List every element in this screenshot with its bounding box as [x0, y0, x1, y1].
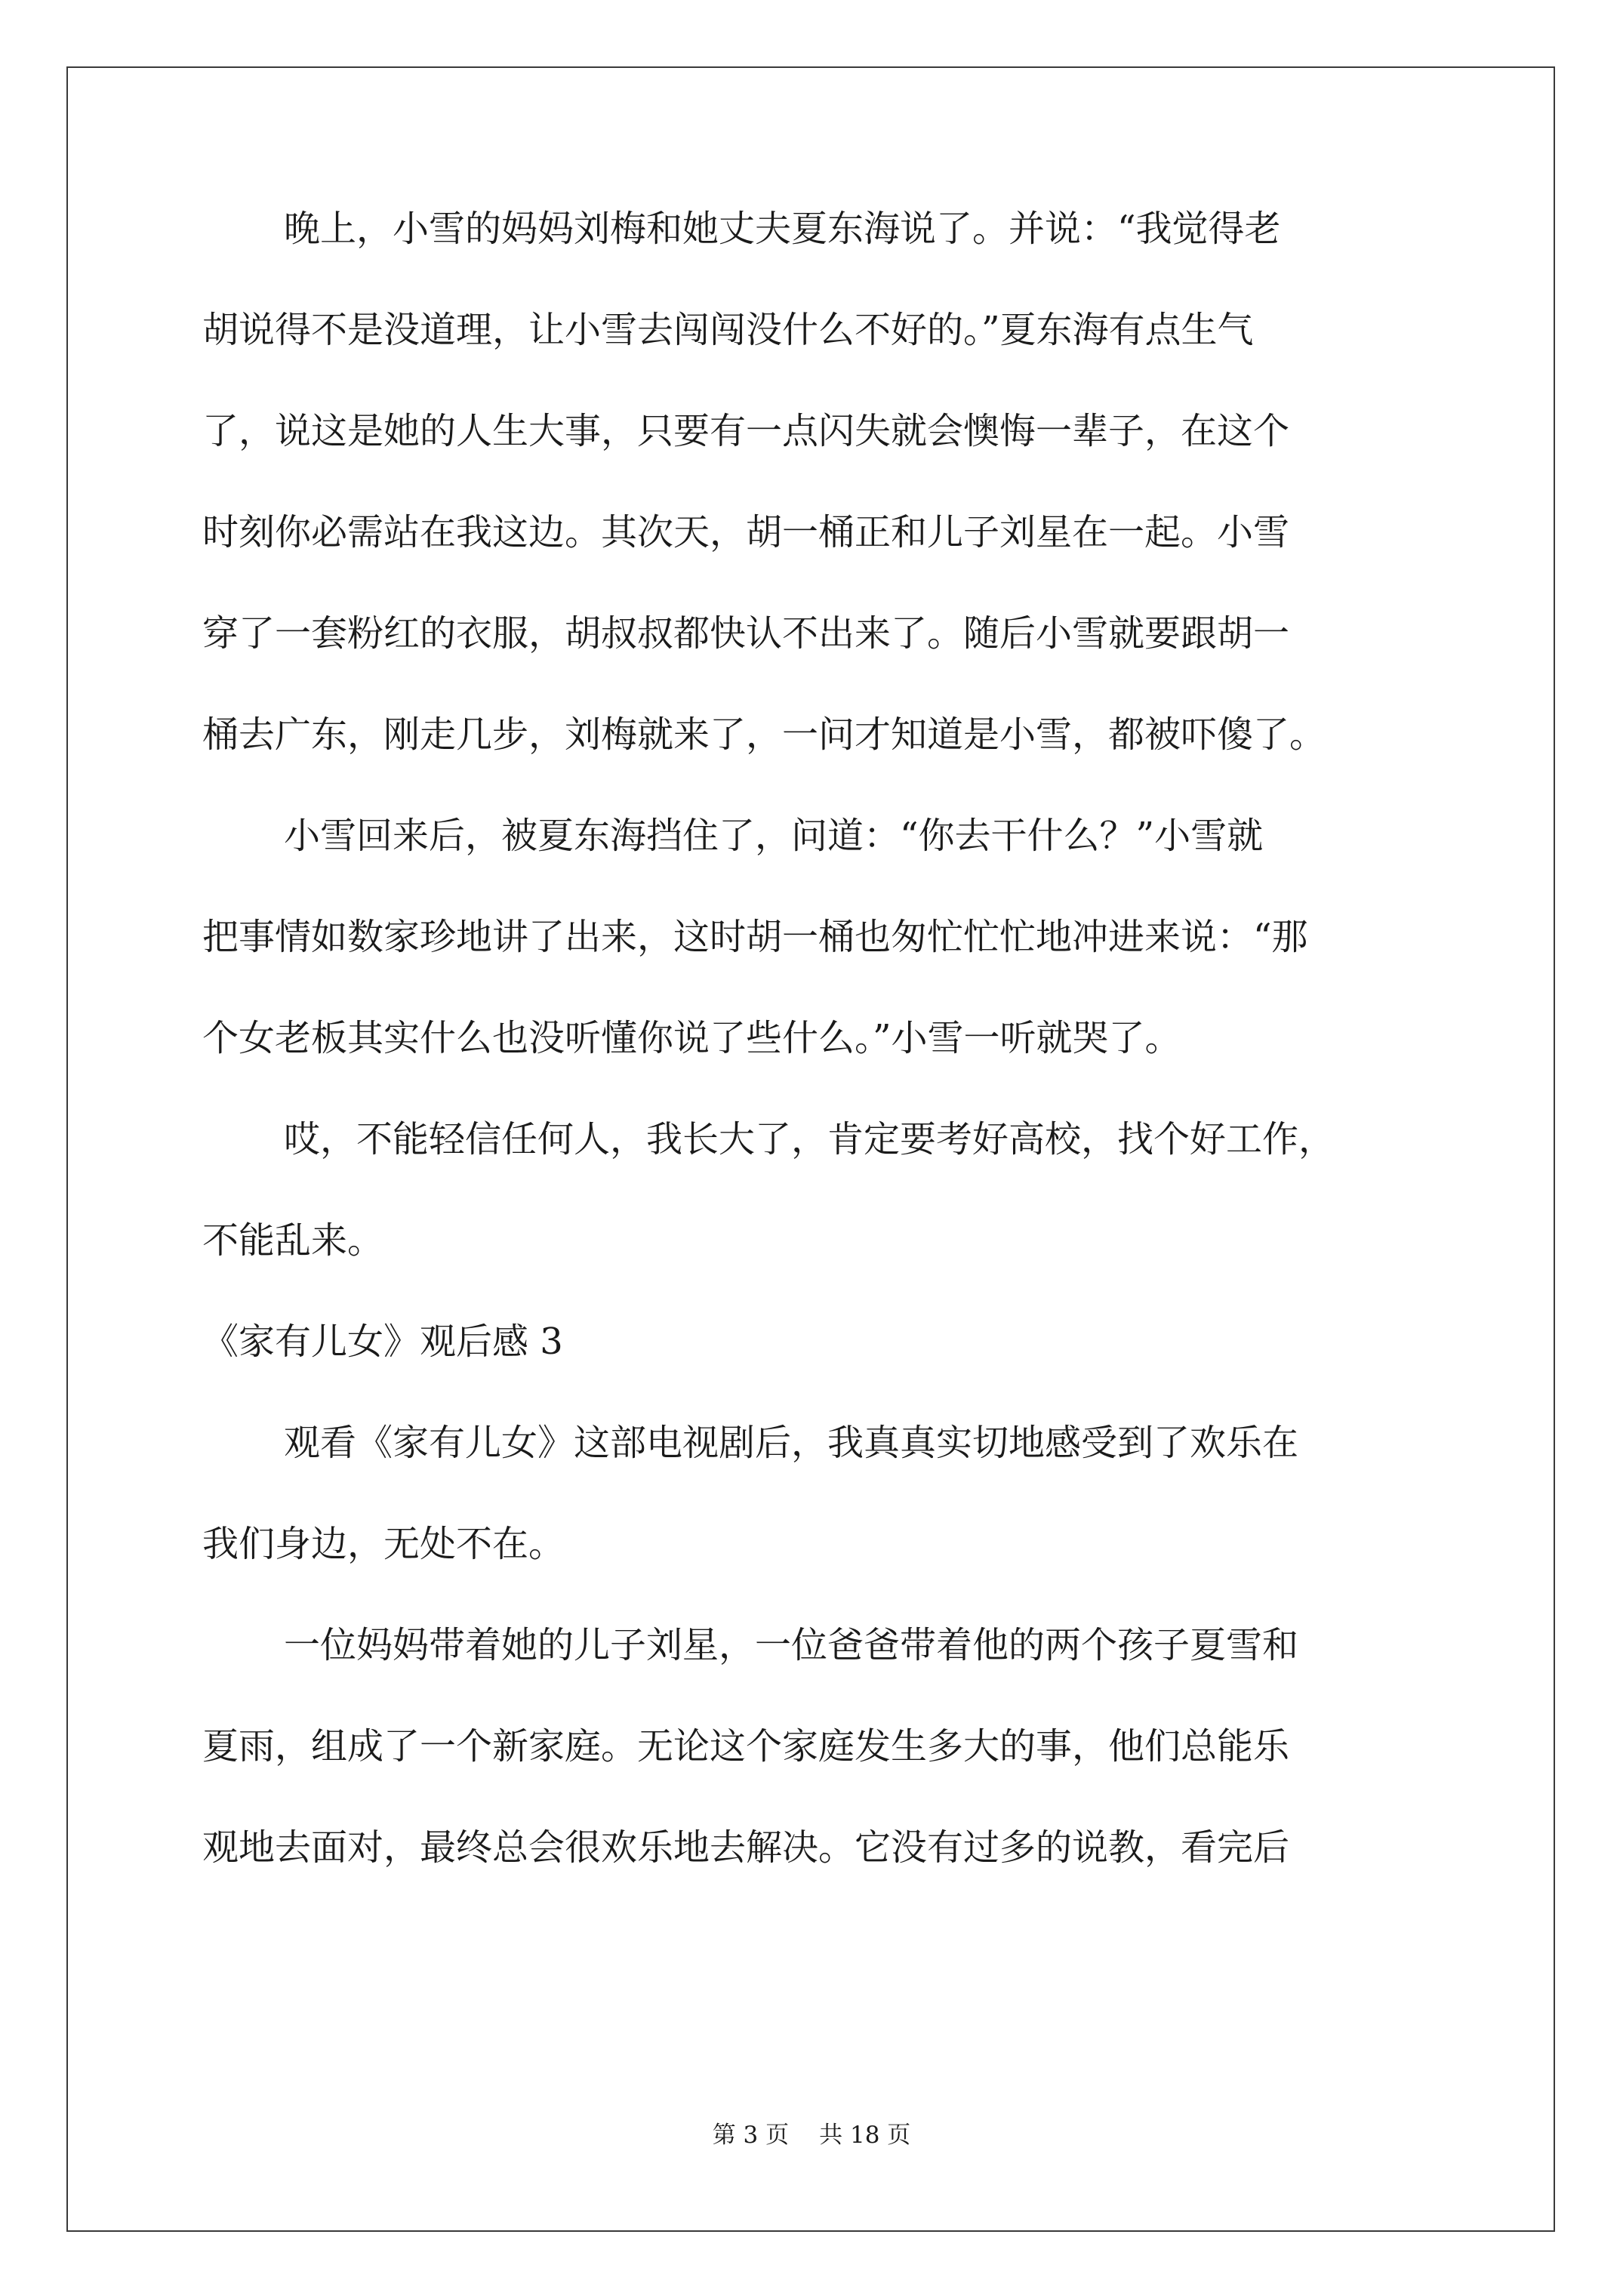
- text-line-16: 夏雨，组成了一个新家庭。无论这个家庭发生多大的事，他们总能乐: [202, 1725, 1290, 1767]
- text-line-6: 桶去广东，刚走几步，刘梅就来了，一问才知道是小雪，都被吓傻了。: [202, 713, 1326, 756]
- text-line-3: 了，说这是她的人生大事，只要有一点闪失就会懊悔一辈子，在这个: [202, 410, 1290, 452]
- text-line-8: 把事情如数家珍地讲了出来，这时胡一桶也匆忙忙忙地冲进来说：“那: [202, 916, 1308, 958]
- page-number: 第 3 页: [712, 2122, 790, 2149]
- text-line-17: 观地去面对，最终总会很欢乐地去解决。它没有过多的说教，看完后: [202, 1826, 1290, 1869]
- page-total: 共 18 页: [819, 2122, 911, 2149]
- document-body: [202, 204, 1440, 1924]
- text-line-10: 哎，不能轻信任何人，我长大了，肯定要考好高校，找个好工作，: [284, 1118, 1335, 1160]
- text-line-5: 穿了一套粉红的衣服，胡叔叔都快认不出来了。随后小雪就要跟胡一: [202, 612, 1290, 655]
- section-heading: 《家有儿女》观后感 3: [202, 1321, 563, 1363]
- text-line-9: 个女老板其实什么也没听懂你说了些什么。”小雪一听就哭了。: [202, 1017, 1181, 1059]
- text-line-2: 胡说得不是没道理，让小雪去闯闯没什么不好的。”夏东海有点生气: [202, 309, 1254, 351]
- text-line-1: 晚上，小雪的妈妈刘梅和她丈夫夏东海说了。并说：“我觉得老: [284, 208, 1281, 250]
- text-line-15: 一位妈妈带着她的儿子刘星，一位爸爸带着他的两个孩子夏雪和: [284, 1624, 1299, 1666]
- text-line-11: 不能乱来。: [202, 1219, 384, 1262]
- text-line-14: 我们身边，无处不在。: [202, 1523, 565, 1565]
- text-line-4: 时刻你必需站在我这边。其次天，胡一桶正和儿子刘星在一起。小雪: [202, 511, 1290, 553]
- text-line-7: 小雪回来后，被夏东海挡住了，问道：“你去干什么？”小雪就: [284, 815, 1264, 857]
- text-line-13: 观看《家有儿女》这部电视剧后，我真真实切地感受到了欢乐在: [284, 1422, 1299, 1464]
- page-footer: [0, 2120, 1623, 2150]
